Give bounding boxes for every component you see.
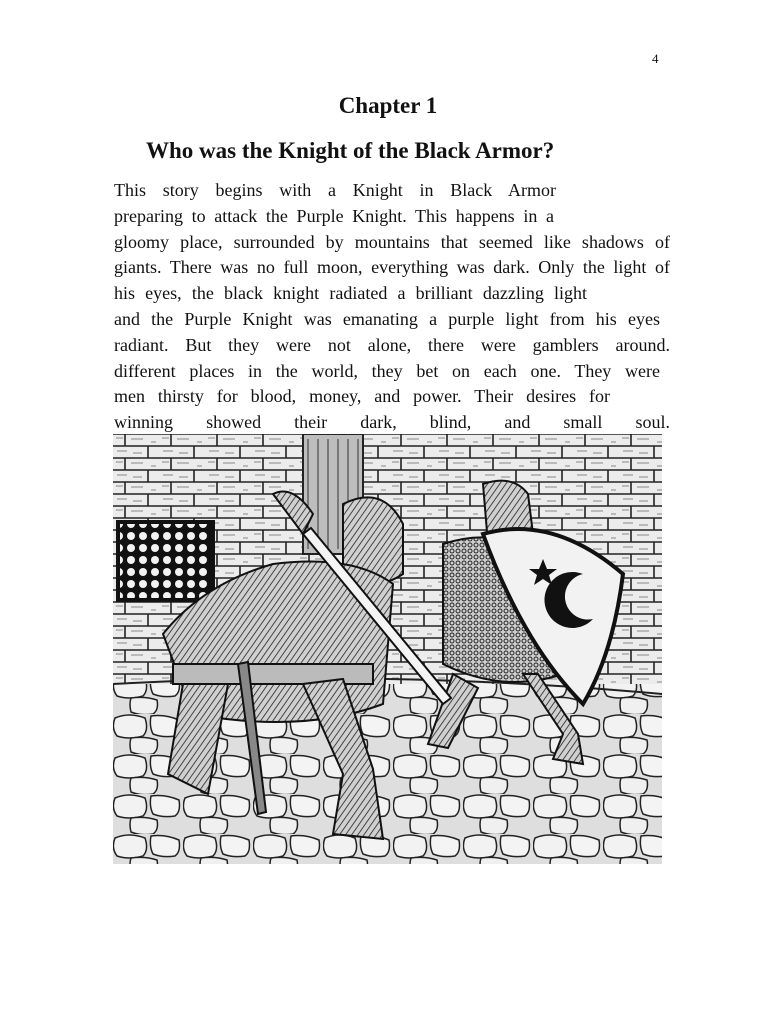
- knights-illustration: [113, 434, 662, 864]
- body-line: gloomy place, surrounded by mountains that seemed like shadows of: [114, 231, 670, 252]
- body-line: his eyes, the black knight radiated a brilliant dazzling light: [114, 283, 587, 304]
- chapter-title: Who was the Knight of the Black Armor?: [146, 138, 555, 163]
- body-line: and the Purple Knight was emanating a purple light from his eyes: [114, 308, 660, 329]
- body-line: This story begins with a Knight in Black Armor: [114, 180, 556, 200]
- body-line: men thirsty for blood, money, and power. Their desires for: [114, 386, 610, 407]
- body-text: [114, 178, 670, 436]
- page-number: 4: [652, 51, 659, 66]
- body-line: different places in the world, they bet on each one. They were: [114, 360, 660, 381]
- knights-engraving: [113, 434, 662, 864]
- body-line: preparing to attack the Purple Knight. This happens in a: [114, 205, 554, 226]
- chapter-heading: Chapter 1: [338, 93, 438, 118]
- body-line: winning showed their dark, blind, and small soul.: [114, 412, 670, 433]
- body-line: giants. There was no full moon, everything was dark. Only the light of: [114, 257, 670, 278]
- body-line: radiant. But they were not alone, there were gamblers around.: [114, 334, 670, 355]
